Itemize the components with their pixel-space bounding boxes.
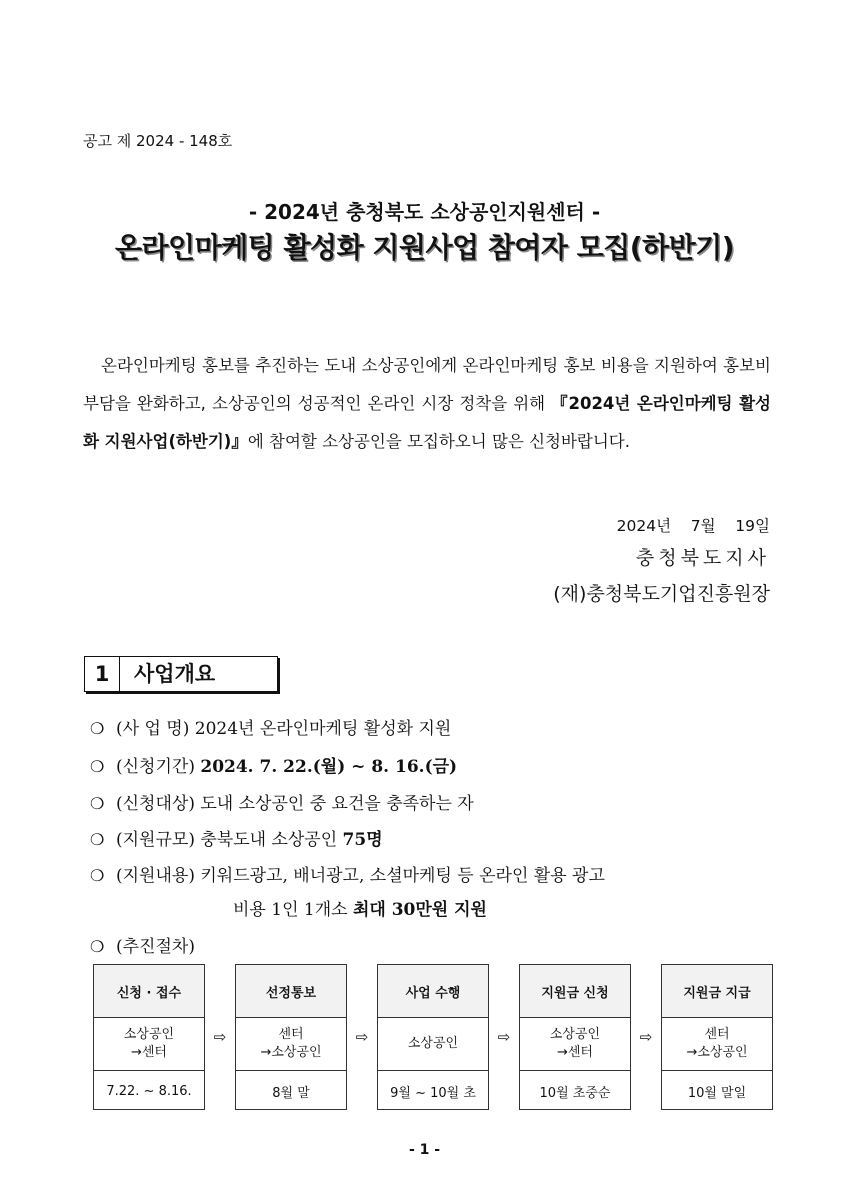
issuer-director: (재)충청북도기업진흥원장 <box>553 583 770 605</box>
item-text: 2024년 온라인마케팅 활성화 지원 <box>189 719 452 739</box>
flow-step-actor: 센터 →소상공인 <box>236 1018 346 1071</box>
flow-step <box>235 964 347 1110</box>
right-arrow-icon: ⇨ <box>639 1028 653 1046</box>
page-number: - 1 - <box>408 1142 441 1158</box>
right-arrow-icon: ⇨ <box>355 1028 369 1046</box>
section-number: 1 <box>85 657 120 691</box>
flow-step-title: 신청 · 접수 <box>94 965 204 1018</box>
flow-step-actor: 센터 →소상공인 <box>662 1018 772 1071</box>
item-label: (지원내용) <box>116 866 195 886</box>
overview-item-period <box>90 752 457 777</box>
bullet-circle-icon: ❍ <box>90 937 105 956</box>
procedure-flow <box>93 964 773 1112</box>
flow-step-period: 9월 ~ 10월 초 <box>390 1085 476 1101</box>
intro-paragraph <box>83 347 771 461</box>
right-arrow-icon: ⇨ <box>213 1028 227 1046</box>
flow-step-period: 7.22. ~ 8.16. <box>106 1083 192 1099</box>
item-text: 충북도내 소상공인 <box>194 830 343 850</box>
item-bold-text: 최대 30만원 지원 <box>352 900 487 920</box>
item-text: 비용 1인 1개소 <box>233 900 353 920</box>
item-label: (사 업 명) <box>116 719 190 739</box>
announcement-date: 2024년 7월 19일 <box>616 517 770 535</box>
overview-item-content <box>90 861 605 886</box>
document-subtitle: - 2024년 충청북도 소상공인지원센터 - <box>248 200 601 224</box>
flow-step-period: 10월 초중순 <box>539 1085 611 1101</box>
item-label: (지원규모) <box>116 830 195 850</box>
bullet-circle-icon: ❍ <box>90 719 105 738</box>
flow-step-title: 사업 수행 <box>378 965 488 1018</box>
intro-text-2: 에 참여할 소상공인을 모집하오니 많은 신청바랍니다. <box>247 432 630 451</box>
item-bold-text: 2024. 7. 22.(월) ~ 8. 16.(금) <box>200 757 458 777</box>
overview-item-procedure <box>90 932 195 957</box>
flow-step-title: 지원금 신청 <box>520 965 630 1018</box>
overview-item-target <box>90 789 474 814</box>
section-title: 사업개요 <box>134 662 216 686</box>
item-label: (신청대상) <box>116 794 195 814</box>
intro-project-name: 『2024년 온라인마케팅 활성화 지원사업(하반기)』 <box>83 394 771 451</box>
issuer-governor: 충청북도지사 <box>635 547 770 569</box>
document-title-text: 온라인마케팅 활성화 지원사업 참여자 모집(하반기) <box>114 231 735 264</box>
flow-step-actor: 소상공인 →센터 <box>94 1018 204 1071</box>
item-bold-text: 75명 <box>342 830 383 850</box>
flow-step-actor: 소상공인 <box>378 1018 488 1071</box>
flow-step-period: 10월 말일 <box>687 1085 747 1101</box>
document-title <box>0 226 849 266</box>
flow-step <box>93 964 205 1110</box>
flow-step-title: 지원금 지급 <box>662 965 772 1018</box>
item-text: 키워드광고, 배너광고, 소셜마케팅 등 온라인 활용 광고 <box>194 866 605 886</box>
bullet-circle-icon: ❍ <box>90 830 105 849</box>
right-arrow-icon: ⇨ <box>497 1028 511 1046</box>
overview-item-scale <box>90 825 383 850</box>
overview-item-project-name <box>90 714 451 739</box>
flow-step-period: 8월 말 <box>272 1085 310 1101</box>
flow-step <box>661 964 773 1110</box>
item-label: (추진절차) <box>116 937 195 957</box>
bullet-circle-icon: ❍ <box>90 794 105 813</box>
item-label: (신청기간) <box>116 757 195 777</box>
flow-step-title: 선정통보 <box>236 965 346 1018</box>
flow-step <box>377 964 489 1110</box>
notice-number: 공고 제 2024 - 148호 <box>83 132 233 150</box>
overview-item-content-continued <box>233 895 487 920</box>
section-header <box>84 656 278 692</box>
flow-step <box>519 964 631 1110</box>
bullet-circle-icon: ❍ <box>90 866 105 885</box>
intro-text-1: 온라인마케팅 홍보를 추진하는 도내 소상공인에게 온라인마케팅 홍보 비용을 지원하여 홍보비 부담을 완화하고, 소상공인의 성공적인 온라인 시장 정착을 위해 <box>83 356 771 413</box>
bullet-circle-icon: ❍ <box>90 757 105 776</box>
flow-step-actor: 소상공인 →센터 <box>520 1018 630 1071</box>
item-text: 도내 소상공인 중 요건을 충족하는 자 <box>194 794 474 814</box>
